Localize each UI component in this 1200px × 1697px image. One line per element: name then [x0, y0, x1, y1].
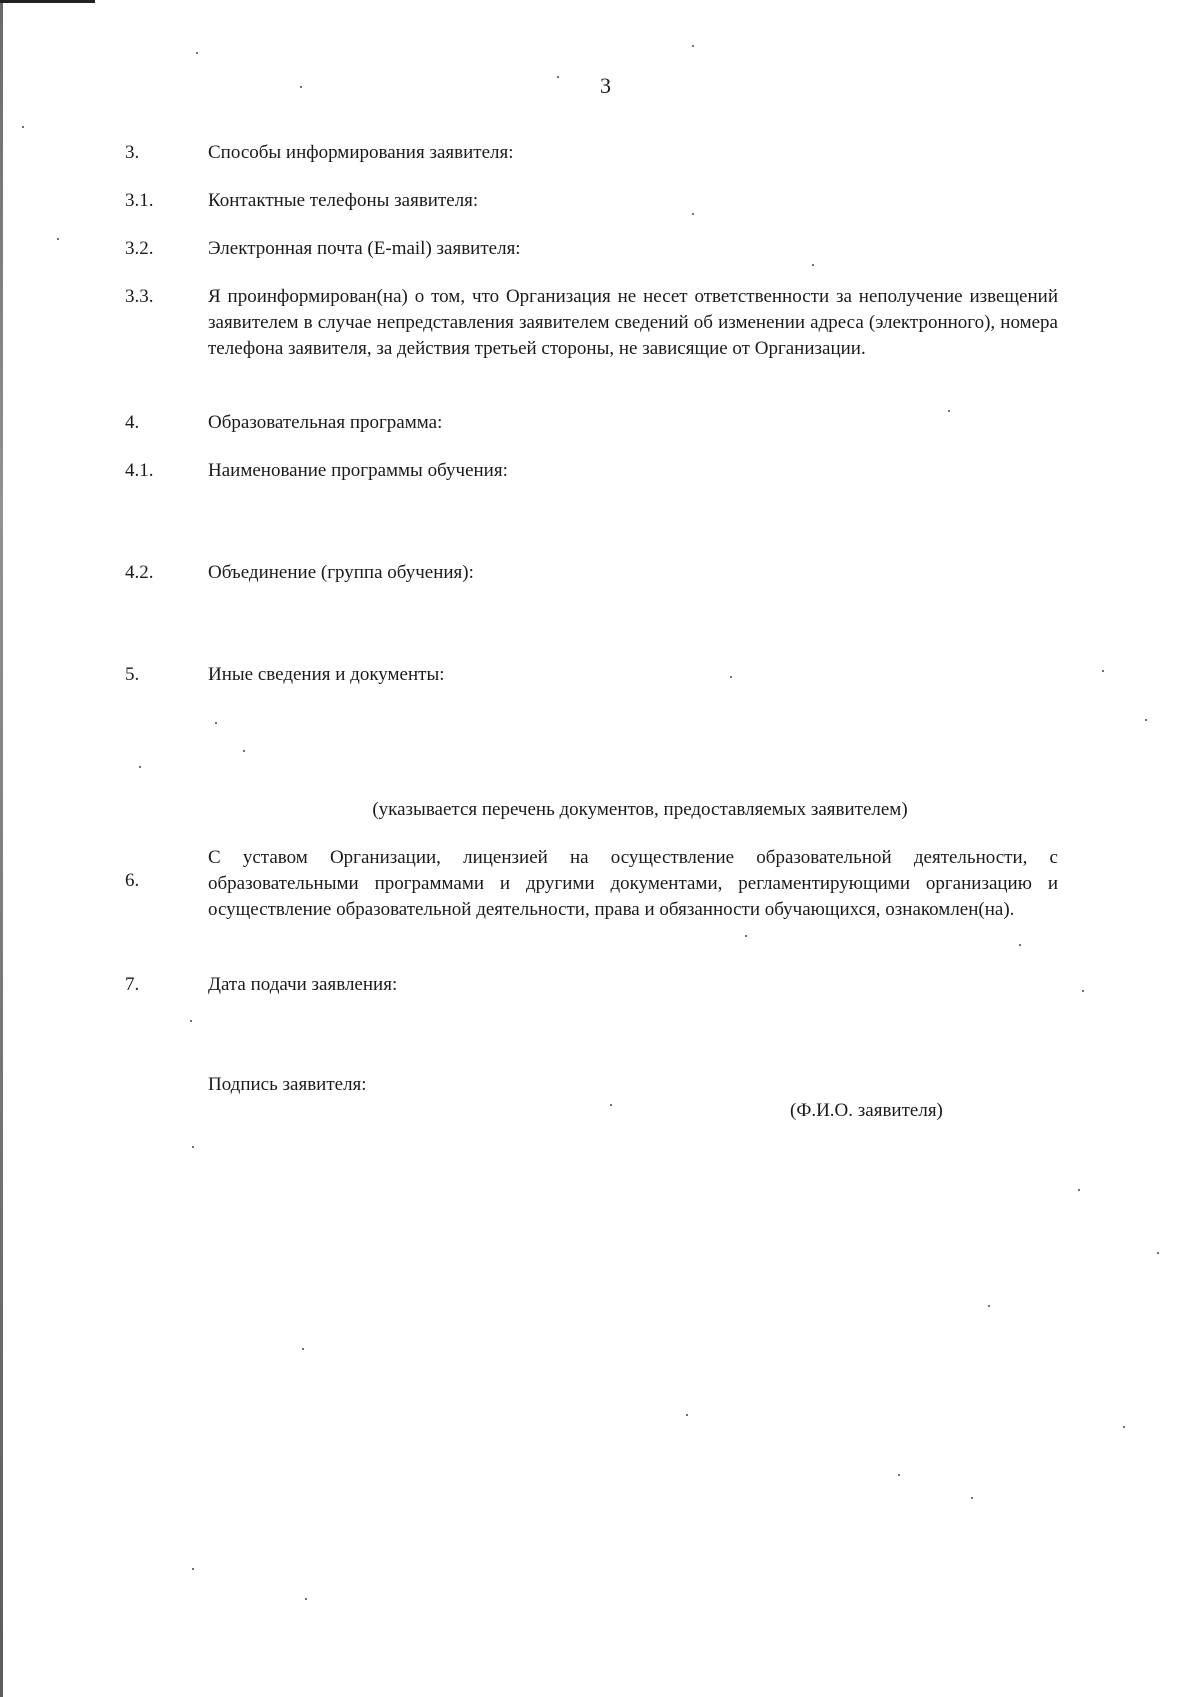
scan-speck — [192, 1146, 194, 1148]
scan-speck — [196, 52, 198, 54]
item-text-3-3: Я проинформирован(на) о том, что Организация не несет ответственности за неполучение извещений заявителем в случае непредставления заявителем сведений об изменении адреса (электронного), номера телефона заявителя, за действия третьей стороны, не зависящие от Организации. — [208, 286, 1058, 359]
scan-speck — [1078, 1189, 1080, 1191]
scan-speck — [557, 76, 559, 78]
scan-speck — [692, 213, 694, 215]
item-number-3: 3. — [125, 142, 140, 163]
item-number-6: 6. — [125, 870, 140, 891]
item-text-4: Образовательная программа: — [208, 412, 443, 433]
signature-label: Подпись заявителя: — [208, 1074, 367, 1095]
item-number-4-2: 4.2. — [125, 562, 154, 583]
scan-speck — [1157, 1252, 1159, 1254]
scan-speck — [898, 1474, 900, 1476]
scan-speck — [215, 722, 217, 724]
scan-speck — [302, 1348, 304, 1350]
item-text-3-2: Электронная почта (E-mail) заявителя: — [208, 238, 521, 259]
item-text-3-1: Контактные телефоны заявителя: — [208, 190, 479, 211]
scan-speck — [192, 1568, 194, 1570]
item-number-3-1: 3.1. — [125, 190, 154, 211]
item-text-7: Дата подачи заявления: — [208, 974, 398, 995]
item-text-6: С уставом Организации, лицензией на осуществление образовательной деятельности, с образовательными программами и другими документами, регламентирующими организацию и осуществление образовательной деятельности, права и обязанности обучающихся, ознакомлен(на). — [208, 847, 1058, 920]
scan-speck — [812, 264, 814, 266]
scan-speck — [1019, 944, 1021, 946]
scan-speck — [305, 1598, 307, 1600]
scan-speck — [948, 410, 950, 412]
scan-speck — [1102, 670, 1104, 672]
page-number: 3 — [600, 73, 611, 98]
scan-speck — [745, 935, 747, 937]
item-number-4: 4. — [125, 412, 140, 433]
scan-speck — [139, 766, 141, 768]
item-number-3-3: 3.3. — [125, 286, 154, 307]
scan-speck — [1145, 719, 1147, 721]
scan-speck — [22, 126, 24, 128]
documents-note: (указывается перечень документов, предоставляемых заявителем) — [372, 799, 908, 820]
item-number-4-1: 4.1. — [125, 460, 154, 481]
scan-speck — [988, 1305, 990, 1307]
scan-speck — [1082, 990, 1084, 992]
item-text-5: Иные сведения и документы: — [208, 664, 445, 685]
item-text-3: Способы информирования заявителя: — [208, 142, 514, 163]
scan-speck — [610, 1104, 612, 1106]
scan-speck — [243, 750, 245, 752]
item-number-7: 7. — [125, 974, 140, 995]
scan-edge-left — [0, 0, 3, 1697]
scan-speck — [57, 238, 59, 240]
scan-speck — [971, 1497, 973, 1499]
scan-speck — [1123, 1426, 1125, 1428]
scan-speck — [730, 676, 732, 678]
fio-label: (Ф.И.О. заявителя) — [790, 1100, 943, 1121]
item-text-4-1: Наименование программы обучения: — [208, 460, 508, 481]
scan-speck — [190, 1020, 192, 1022]
scan-speck — [686, 1414, 688, 1416]
scan-speck — [300, 86, 302, 88]
item-number-3-2: 3.2. — [125, 238, 154, 259]
scan-edge-top — [0, 0, 95, 3]
scan-speck — [692, 45, 694, 47]
item-text-4-2: Объединение (группа обучения): — [208, 562, 474, 583]
item-number-5: 5. — [125, 664, 140, 685]
